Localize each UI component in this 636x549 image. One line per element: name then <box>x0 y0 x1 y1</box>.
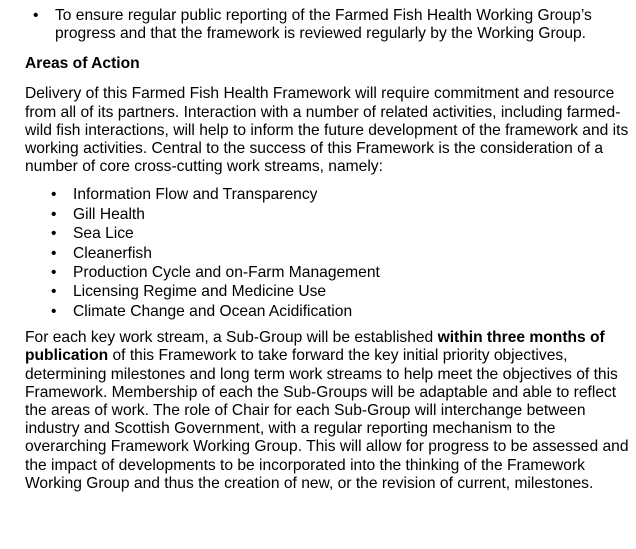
list-item-text: Licensing Regime and Medicine Use <box>73 283 327 301</box>
list-item-text: Gill Health <box>73 205 145 223</box>
paragraph-text: For each key work stream, a Sub-Group will be established <box>25 329 438 347</box>
section-heading: Areas of Action <box>25 55 140 73</box>
bullet-icon: • <box>33 7 39 24</box>
list-item <box>25 185 630 204</box>
list-item-text: Climate Change and Ocean Acidification <box>73 302 353 320</box>
list-item <box>25 302 630 321</box>
list-item-text: Production Cycle and on-Farm Management <box>73 264 380 282</box>
list-item <box>25 224 630 243</box>
bullet-icon: • <box>51 205 57 223</box>
emphasis-text: within three months of publication <box>25 329 605 365</box>
list-item <box>25 263 630 282</box>
bullet-icon: • <box>51 186 57 204</box>
list-item-text: To ensure regular public reporting of the Farmed Fish Health Working Group’s progress and that the framework is reviewed regularly by the Working Group. <box>55 7 592 43</box>
list-item <box>25 7 630 43</box>
intro-paragraph: Delivery of this Farmed Fish Health Framework will require commitment and resource from all of its partners. Interaction with a number of related activities, including farmed-wild fish interactions, will help to inform the future development of the framework and its working activities. Central to the success of this Framework is the consideration of a number of core cross-cutting work streams, namely: <box>25 85 629 176</box>
list-item-text: Cleanerfish <box>73 244 152 262</box>
intro-bullet-list <box>25 7 630 43</box>
bullet-icon: • <box>51 302 57 320</box>
sub-group-paragraph <box>25 329 630 493</box>
bullet-icon: • <box>51 244 57 262</box>
bullet-icon: • <box>51 225 57 243</box>
bullet-icon: • <box>51 264 57 282</box>
list-item-text: Information Flow and Transparency <box>73 186 318 204</box>
paragraph-text: of this Framework to take forward the key initial priority objectives, determining milestones and long term work streams to help meet the objectives of this Framework. Membership of each the Sub-Groups will be adaptable and able to reflect the areas of work. The role of Chair for each Sub-Group will interchange between industry and Scottish Government, with a regular reporting mechanism to the overarching Framework Working Group. This will allow for progress to be assessed and the impact of developments to be incorporated into the thinking of the Framework Working Group and thus the creation of new, or the revision of current, milestones. <box>25 347 629 492</box>
work-stream-list <box>25 185 630 321</box>
list-item <box>25 244 630 263</box>
bullet-icon: • <box>51 283 57 301</box>
document-page <box>25 7 630 493</box>
list-item-text: Sea Lice <box>73 225 134 243</box>
list-item <box>25 282 630 301</box>
list-item <box>25 205 630 224</box>
